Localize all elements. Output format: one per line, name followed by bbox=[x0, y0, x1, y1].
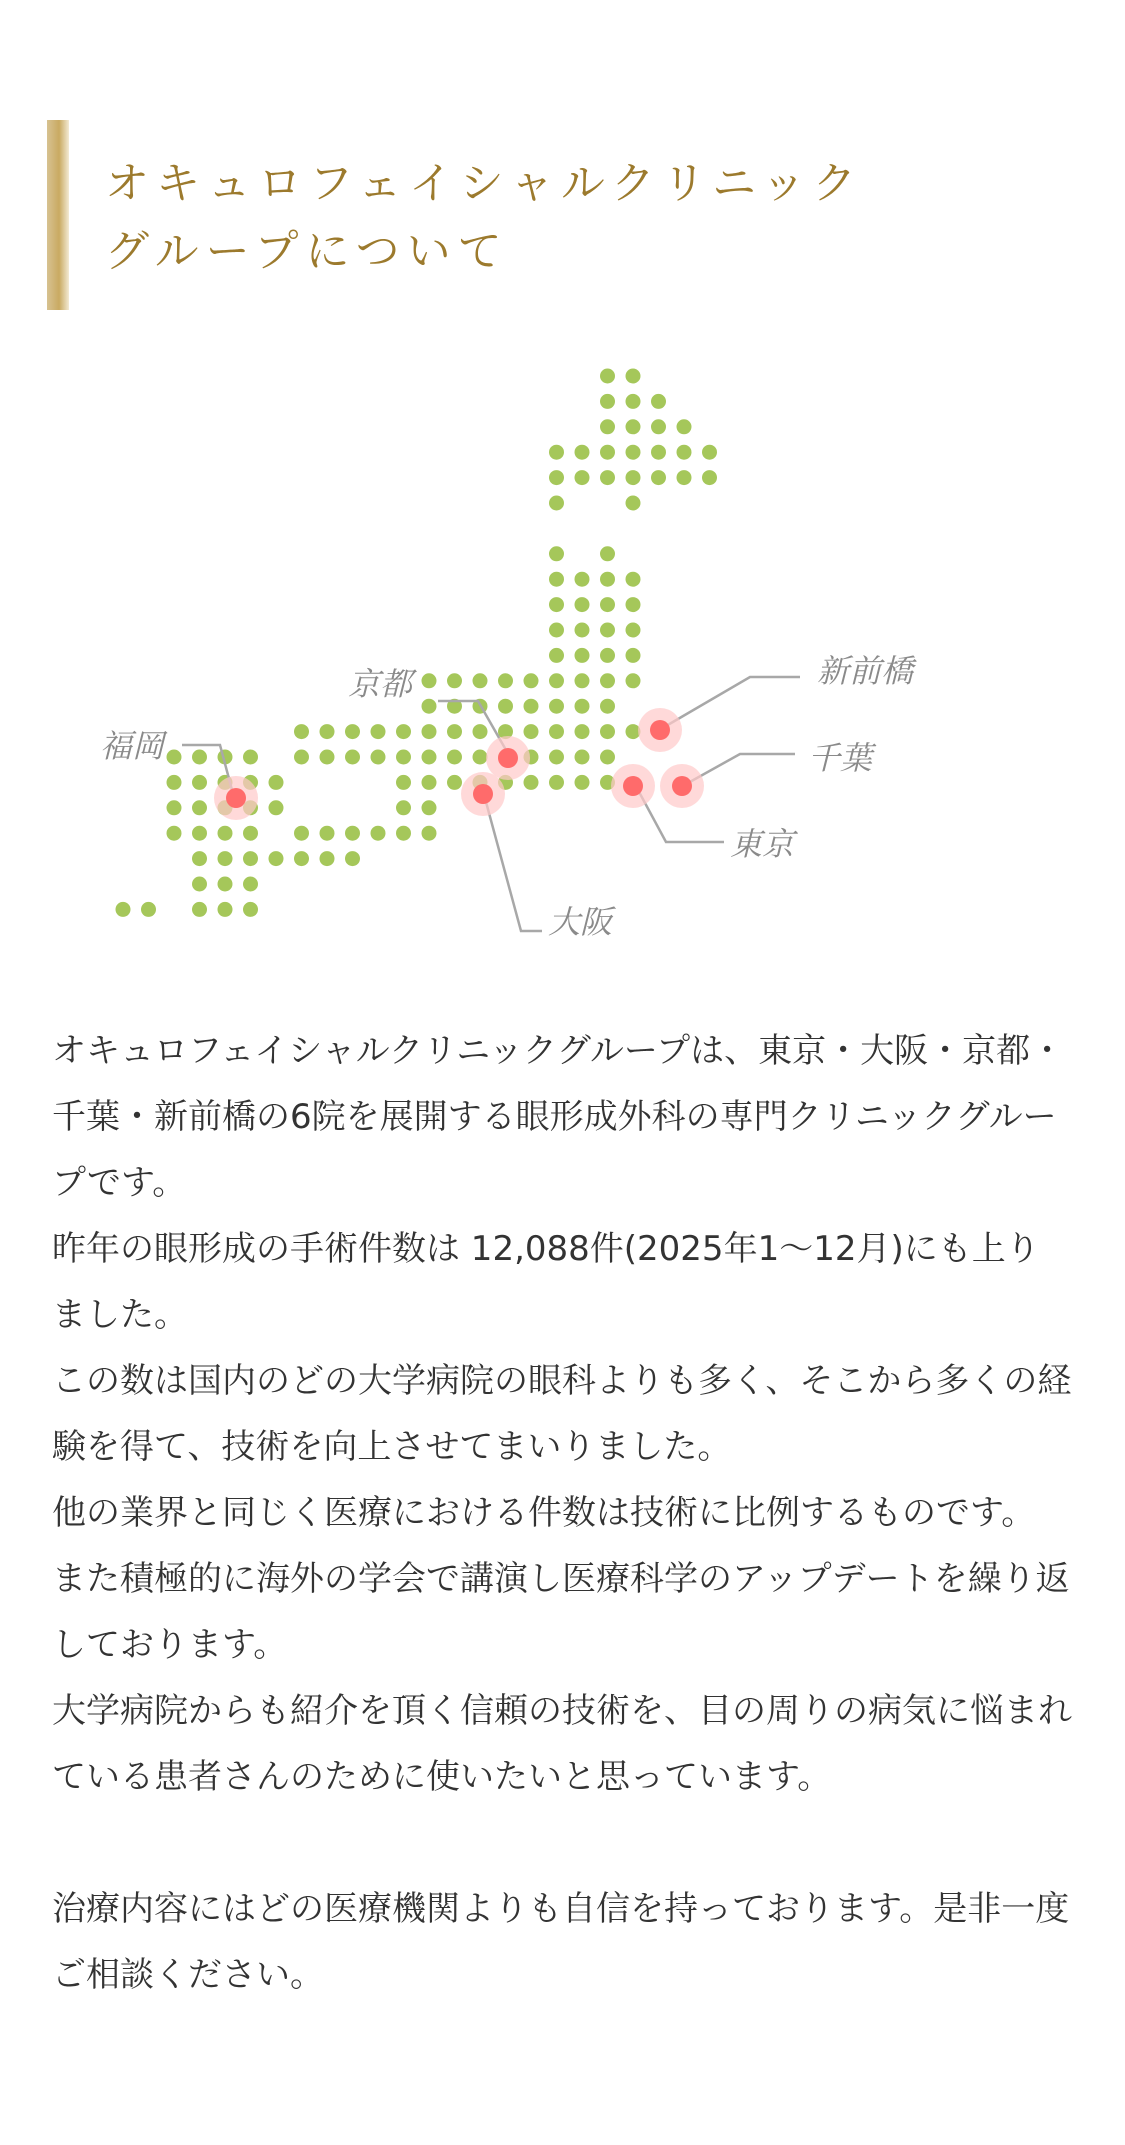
clinic-map bbox=[60, 350, 1060, 980]
map-dot bbox=[218, 826, 233, 841]
map-dot bbox=[549, 724, 564, 739]
map-dot bbox=[192, 877, 207, 892]
map-label-fukuoka: 福岡 bbox=[100, 727, 165, 765]
map-dot bbox=[575, 572, 590, 587]
about-paragraph-4: 他の業界と同じく医療における件数は技術に比例するものです。 bbox=[52, 1493, 1036, 1533]
about-paragraph-3: この数は国内のどの大学病院の眼科よりも多く、そこから多くの経験を得て、技術を向上させてまいりました。 bbox=[52, 1361, 1072, 1467]
map-dot bbox=[626, 369, 641, 384]
map-dot bbox=[269, 800, 284, 815]
map-dot bbox=[167, 775, 182, 790]
japan-dot-map bbox=[60, 350, 1060, 980]
map-dot bbox=[422, 724, 437, 739]
clinic-pin-tokyo bbox=[623, 776, 643, 796]
map-dot bbox=[575, 750, 590, 765]
leader-line-shinmaebashi bbox=[666, 677, 800, 726]
map-dot bbox=[626, 394, 641, 409]
map-dot bbox=[345, 851, 360, 866]
about-paragraph-6: 大学病院からも紹介を頂く信頼の技術を、目の周りの病気に悩まれている患者さんのために使いたいと思っています。 bbox=[52, 1691, 1072, 1797]
map-dot bbox=[549, 546, 564, 561]
map-dot bbox=[524, 724, 539, 739]
map-dot bbox=[651, 394, 666, 409]
map-dot bbox=[422, 673, 437, 688]
map-dot bbox=[549, 648, 564, 663]
map-dot bbox=[549, 699, 564, 714]
map-dot bbox=[600, 546, 615, 561]
clinic-pin-fukuoka bbox=[226, 788, 246, 808]
about-paragraph-1: オキュロフェイシャルクリニックグループは、東京・大阪・京都・千葉・新前橋の6院を展開する眼形成外科の専門クリニックグループです。 bbox=[52, 1031, 1065, 1203]
map-dot bbox=[422, 750, 437, 765]
map-dot bbox=[320, 851, 335, 866]
map-dot bbox=[575, 597, 590, 612]
map-dot bbox=[626, 673, 641, 688]
map-dot bbox=[575, 724, 590, 739]
map-dot bbox=[192, 851, 207, 866]
map-dot bbox=[192, 826, 207, 841]
map-dot bbox=[167, 750, 182, 765]
map-dot bbox=[600, 750, 615, 765]
map-dot bbox=[243, 851, 258, 866]
map-dot bbox=[243, 902, 258, 917]
map-dot bbox=[549, 623, 564, 638]
heading-accent-bar bbox=[47, 120, 69, 310]
map-dot bbox=[600, 470, 615, 485]
map-dot bbox=[575, 648, 590, 663]
map-dot bbox=[600, 699, 615, 714]
map-dot bbox=[167, 826, 182, 841]
map-dot bbox=[269, 851, 284, 866]
map-dot bbox=[396, 724, 411, 739]
page-title-line-2: グループについて bbox=[105, 226, 509, 277]
page-title bbox=[105, 150, 863, 286]
map-dots bbox=[116, 369, 718, 917]
about-paragraph-7: 治療内容にはどの医療機関よりも自信を持っております。是非一度ご相談ください。 bbox=[52, 1889, 1070, 1995]
map-dot bbox=[345, 750, 360, 765]
map-dot bbox=[575, 623, 590, 638]
map-dot bbox=[243, 826, 258, 841]
clinic-pin-chiba bbox=[672, 776, 692, 796]
map-dot bbox=[447, 673, 462, 688]
leader-line-osaka bbox=[486, 802, 542, 931]
map-dot bbox=[218, 902, 233, 917]
map-dot bbox=[549, 572, 564, 587]
map-dot bbox=[116, 902, 131, 917]
map-dot bbox=[498, 673, 513, 688]
map-dot bbox=[600, 648, 615, 663]
map-dot bbox=[626, 572, 641, 587]
map-dot bbox=[600, 394, 615, 409]
map-dot bbox=[626, 648, 641, 663]
map-dot bbox=[549, 445, 564, 460]
about-paragraph-2: 昨年の眼形成の手術件数は 12,088件(2025年1〜12月)にも上りました。 bbox=[52, 1229, 1040, 1335]
leader-line-chiba bbox=[688, 754, 795, 783]
map-dot bbox=[473, 750, 488, 765]
map-dot bbox=[677, 445, 692, 460]
map-dot bbox=[192, 902, 207, 917]
map-dot bbox=[626, 623, 641, 638]
map-dot bbox=[651, 419, 666, 434]
map-dot bbox=[396, 775, 411, 790]
map-dot bbox=[422, 775, 437, 790]
map-dot bbox=[447, 750, 462, 765]
map-dot bbox=[549, 750, 564, 765]
map-dot bbox=[600, 369, 615, 384]
map-dot bbox=[167, 800, 182, 815]
map-dot bbox=[294, 750, 309, 765]
map-dot bbox=[524, 699, 539, 714]
map-dot bbox=[549, 496, 564, 511]
map-dot bbox=[192, 800, 207, 815]
map-dot bbox=[447, 775, 462, 790]
map-dot bbox=[192, 750, 207, 765]
page-title-line-1: オキュロフェイシャルクリニック bbox=[105, 158, 864, 209]
map-dot bbox=[371, 826, 386, 841]
map-dot bbox=[498, 699, 513, 714]
clinic-pin-kyoto bbox=[498, 748, 518, 768]
map-dot bbox=[600, 623, 615, 638]
map-dot bbox=[600, 673, 615, 688]
map-dot bbox=[294, 724, 309, 739]
map-dot bbox=[371, 724, 386, 739]
clinic-pin-shinmaebashi bbox=[650, 720, 670, 740]
map-dot bbox=[396, 800, 411, 815]
map-label-tokyo: 東京 bbox=[730, 825, 795, 863]
map-dot bbox=[396, 750, 411, 765]
map-dot bbox=[600, 724, 615, 739]
map-label-chiba: 千葉 bbox=[808, 739, 873, 777]
map-dot bbox=[243, 750, 258, 765]
map-dot bbox=[600, 572, 615, 587]
map-dot bbox=[422, 800, 437, 815]
map-dot bbox=[600, 419, 615, 434]
map-dot bbox=[626, 470, 641, 485]
map-dot bbox=[677, 470, 692, 485]
map-dot bbox=[192, 775, 207, 790]
map-dot bbox=[626, 597, 641, 612]
map-dot bbox=[600, 597, 615, 612]
map-dot bbox=[422, 699, 437, 714]
map-dot bbox=[549, 775, 564, 790]
map-dot bbox=[575, 699, 590, 714]
map-dot bbox=[345, 826, 360, 841]
map-label-osaka: 大阪 bbox=[548, 903, 613, 941]
map-dot bbox=[371, 750, 386, 765]
map-dot bbox=[626, 419, 641, 434]
map-dot bbox=[702, 470, 717, 485]
map-dot bbox=[600, 445, 615, 460]
map-dot bbox=[218, 877, 233, 892]
map-dot bbox=[320, 724, 335, 739]
clinic-pin-osaka bbox=[473, 784, 493, 804]
map-dot bbox=[447, 724, 462, 739]
map-label-shinmaebashi: 新前橋 bbox=[817, 652, 914, 690]
map-dot bbox=[269, 775, 284, 790]
about-text bbox=[52, 1018, 1072, 2008]
map-dot bbox=[677, 419, 692, 434]
map-dot bbox=[651, 445, 666, 460]
map-label-kyoto: 京都 bbox=[348, 665, 413, 703]
map-dot bbox=[524, 673, 539, 688]
map-dot bbox=[294, 851, 309, 866]
map-dot bbox=[702, 445, 717, 460]
about-paragraph-5: また積極的に海外の学会で講演し医療科学のアップデートを繰り返しております。 bbox=[52, 1559, 1070, 1665]
map-dot bbox=[422, 826, 437, 841]
map-dot bbox=[549, 597, 564, 612]
map-dot bbox=[575, 673, 590, 688]
map-dot bbox=[626, 496, 641, 511]
map-dot bbox=[473, 724, 488, 739]
map-dot bbox=[549, 470, 564, 485]
map-dot bbox=[626, 445, 641, 460]
map-dot bbox=[320, 826, 335, 841]
map-dot bbox=[524, 775, 539, 790]
map-dot bbox=[549, 673, 564, 688]
map-dot bbox=[345, 724, 360, 739]
map-dot bbox=[575, 775, 590, 790]
map-dot bbox=[218, 851, 233, 866]
map-dot bbox=[473, 673, 488, 688]
map-dot bbox=[294, 826, 309, 841]
paragraph-spacer bbox=[52, 1810, 1072, 1876]
map-dot bbox=[320, 750, 335, 765]
map-dot bbox=[651, 470, 666, 485]
section-heading bbox=[47, 120, 1077, 310]
map-dot bbox=[141, 902, 156, 917]
map-dot bbox=[243, 877, 258, 892]
map-dot bbox=[575, 445, 590, 460]
map-dot bbox=[575, 470, 590, 485]
map-dot bbox=[396, 826, 411, 841]
